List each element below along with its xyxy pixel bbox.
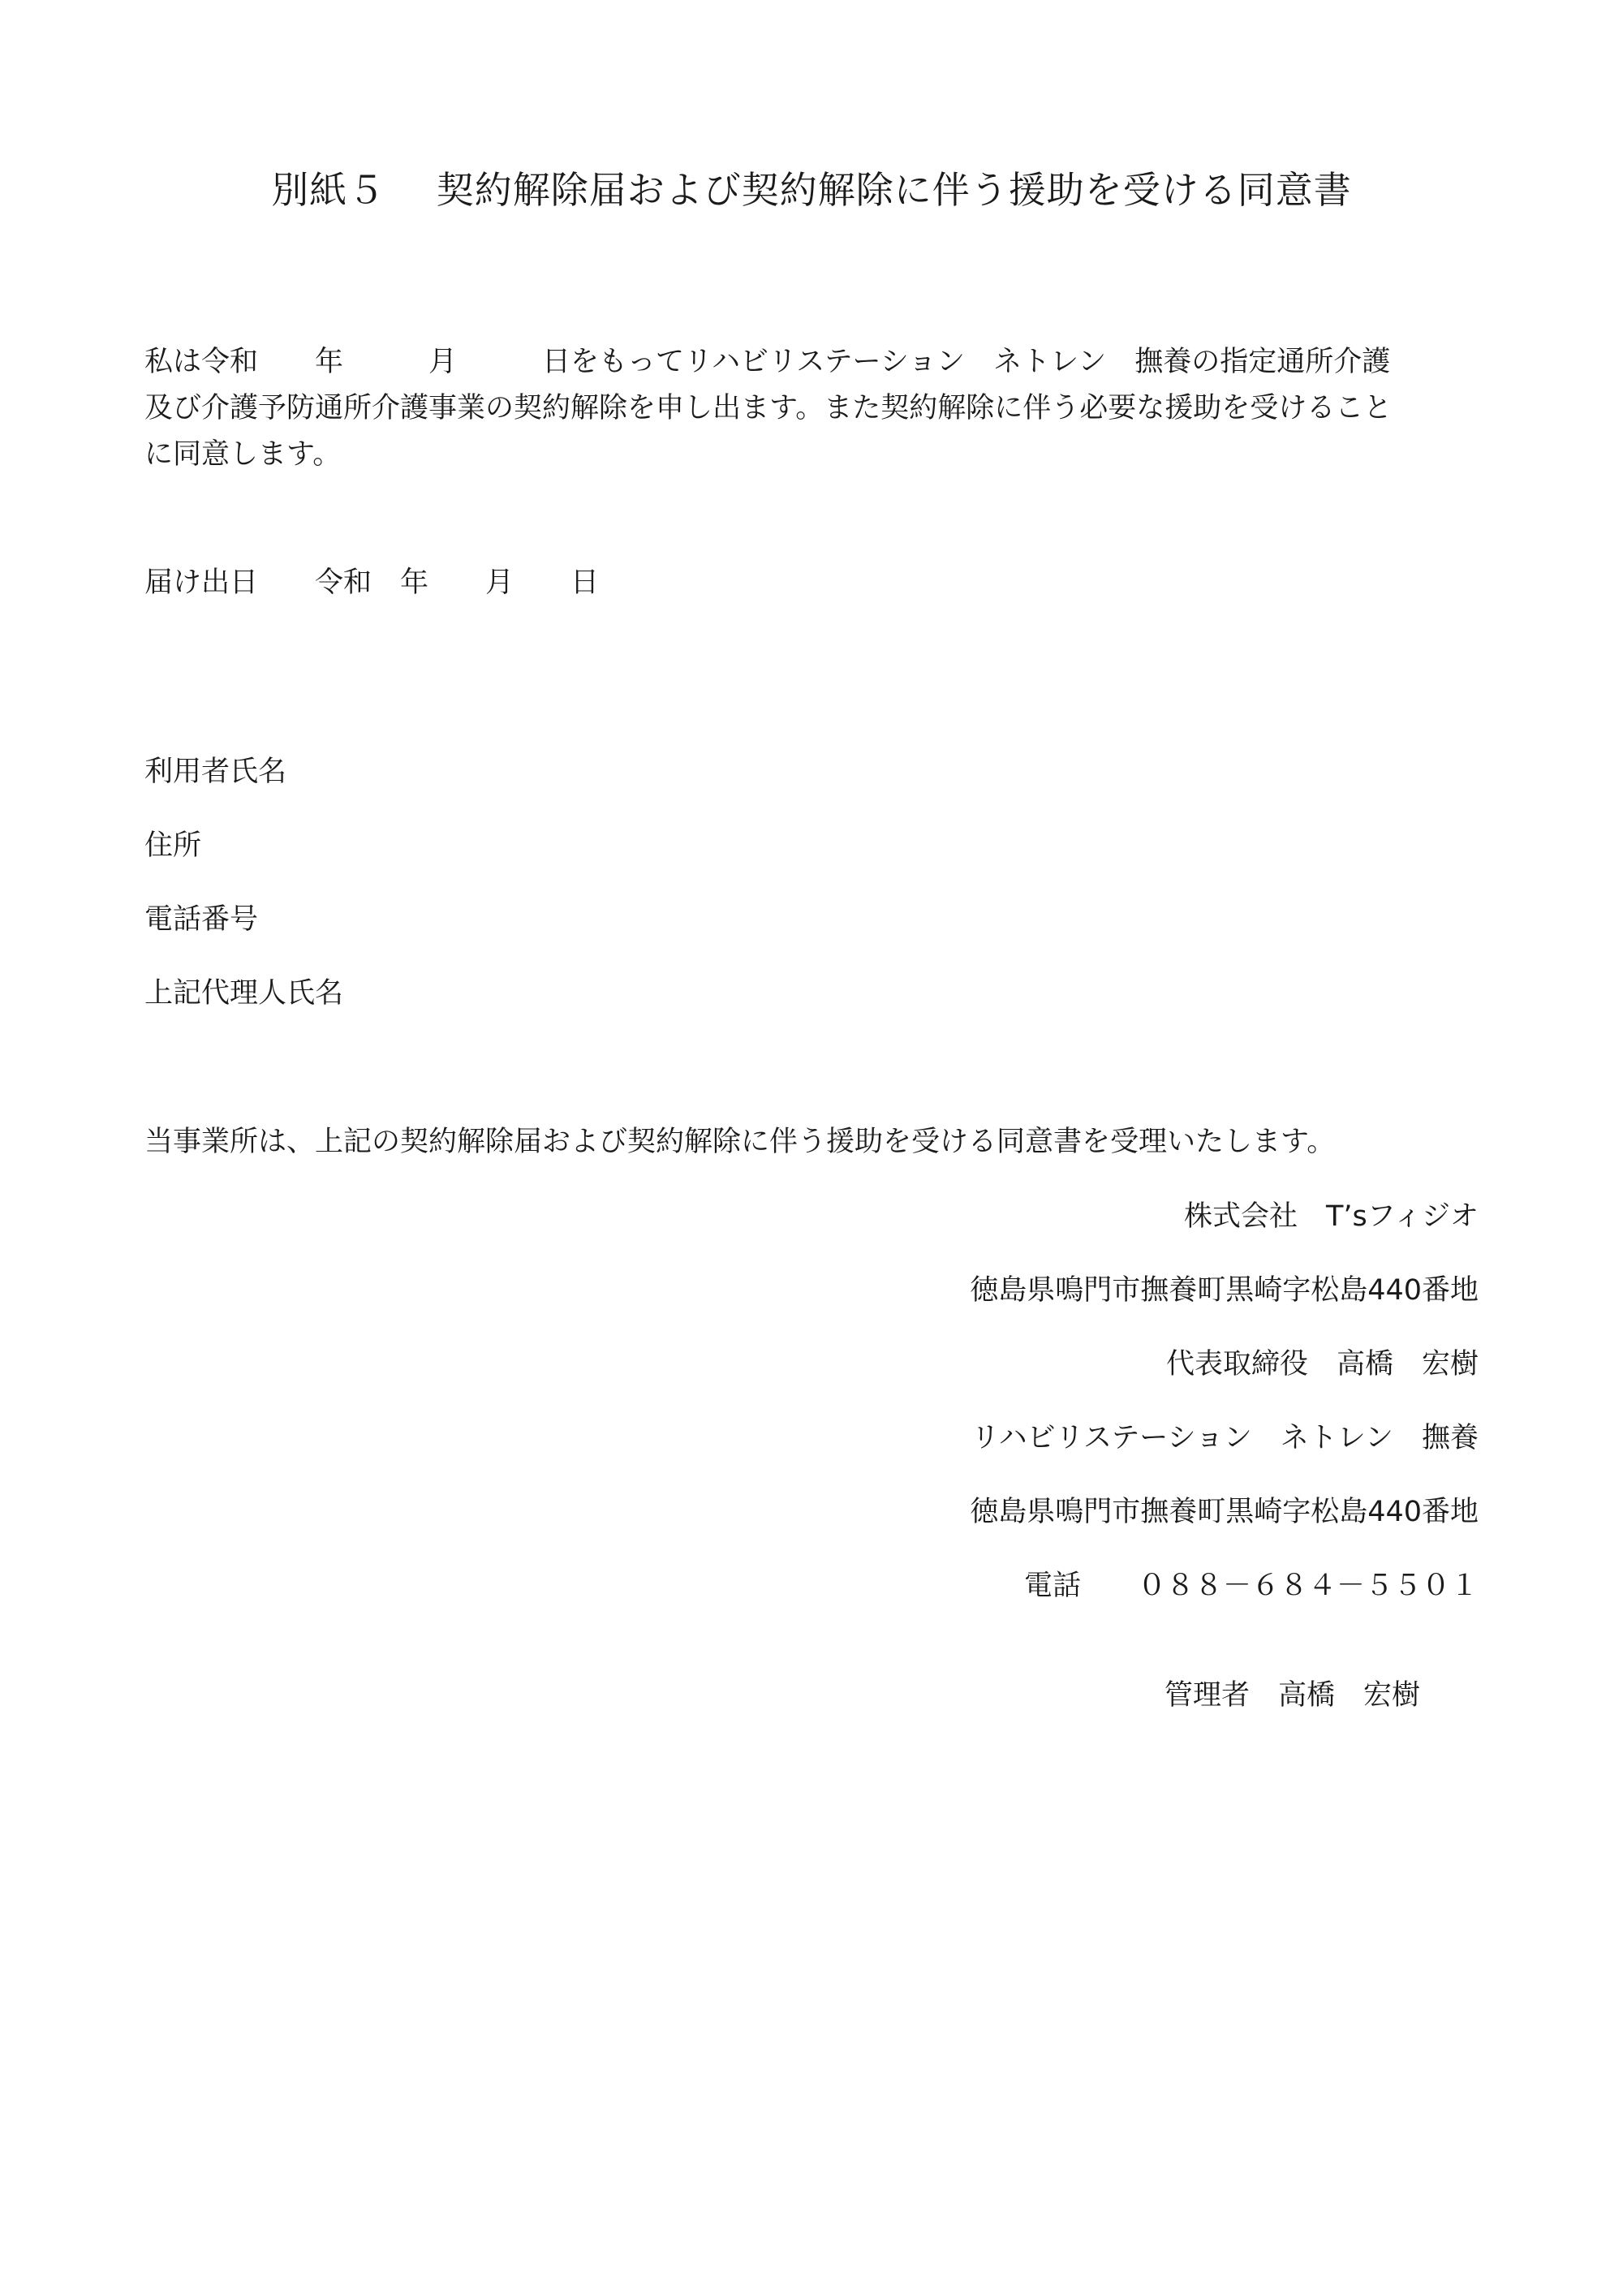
company-name: 株式会社 T’sフィジオ — [1184, 1200, 1479, 1233]
address-label: 住所 — [144, 829, 202, 862]
statement-paragraph — [144, 339, 1492, 478]
facility-address: 徳島県鳴門市撫養町黒崎字松島440番地 — [970, 1496, 1479, 1528]
company-representative: 代表取締役 高橋 宏樹 — [1165, 1348, 1479, 1381]
user-name-label: 利用者氏名 — [144, 756, 287, 788]
facility-manager: 管理者 高橋 宏樹 — [1164, 1679, 1420, 1712]
statement-line: 及び介護予防通所介護事業の契約解除を申し出ます。また契約解除に伴う必要な援助を受けること — [144, 392, 1393, 424]
statement-line: に同意します。 — [144, 438, 342, 471]
proxy-name-label: 上記代理人氏名 — [144, 977, 344, 1010]
acceptance-statement: 当事業所は、上記の契約解除届および契約解除に伴う援助を受ける同意書を受理いたします。 — [144, 1126, 1336, 1158]
phone-label: 電話番号 — [144, 903, 259, 936]
statement-line: 私は令和 年 月 日をもってリハビリステーション ネトレン 撫養の指定通所介護 — [144, 346, 1391, 378]
company-address: 徳島県鳴門市撫養町黒崎字松島440番地 — [970, 1274, 1479, 1307]
submission-date: 届け出日 令和 年 月 日 — [144, 566, 600, 599]
facility-phone: 電話 ０８８－６８４－５５０１ — [1023, 1570, 1479, 1602]
facility-name: リハビリステーション ネトレン 撫養 — [971, 1422, 1479, 1454]
document-title: 別紙５ 契約解除届および契約解除に伴う援助を受ける同意書 — [271, 168, 1352, 212]
